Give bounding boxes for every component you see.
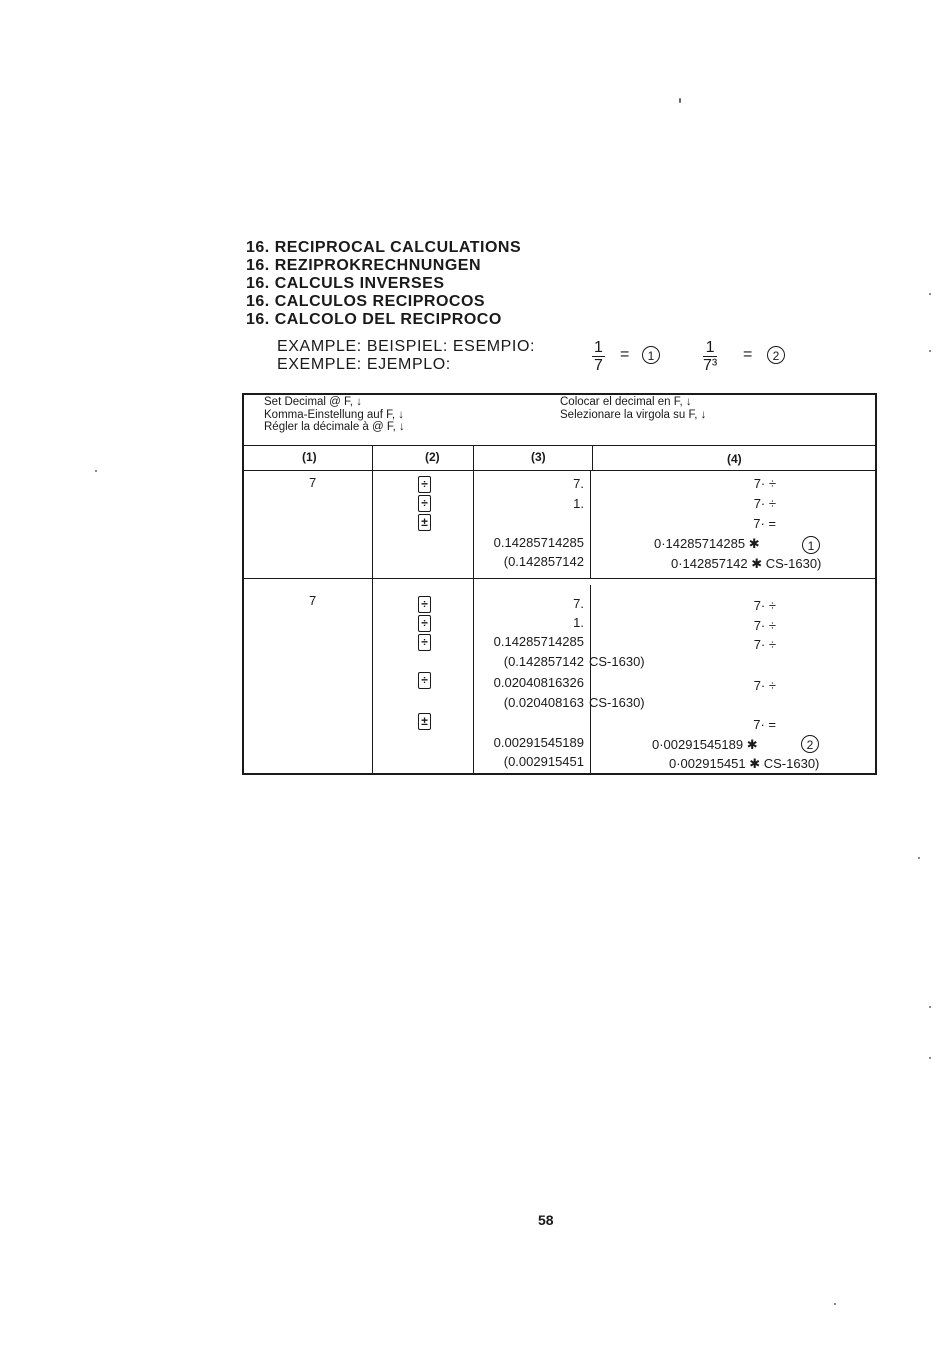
fraction-1-numerator: 1 bbox=[594, 339, 603, 356]
row2-display-3: 0.14285714285 bbox=[493, 634, 584, 649]
column-header-3: (3) bbox=[531, 450, 546, 464]
row2-print-3: 7· ÷ bbox=[753, 637, 776, 652]
rule-under-column-headers bbox=[244, 470, 875, 471]
calculation-table bbox=[242, 393, 877, 775]
setup-es: Colocar el decimal en F, ↓ bbox=[560, 396, 692, 408]
circled-number-2: 2 bbox=[767, 346, 785, 364]
row2-display-1: 7. bbox=[573, 596, 584, 611]
row2-display-7: 0.00291545189 bbox=[493, 735, 584, 750]
fraction-1-over-7-cubed bbox=[703, 340, 717, 375]
setup-de: Komma-Einstellung auf F, ↓ bbox=[264, 408, 404, 421]
divide-key-icon: ÷ bbox=[418, 634, 431, 651]
row2-display-8: (0.002915451 bbox=[503, 754, 584, 769]
circled-number-1: 1 bbox=[642, 346, 660, 364]
setup-fr: Régler la décimale à @ F, ↓ bbox=[264, 421, 405, 433]
row2-display-2: 1. bbox=[573, 615, 584, 630]
row1-input-value: 7 bbox=[309, 475, 317, 490]
rule-under-setup bbox=[244, 445, 875, 446]
setup-it: Selezionare la virgola su F, ↓ bbox=[560, 408, 707, 421]
row2-print-1: 7· ÷ bbox=[753, 598, 776, 613]
row1-display-2: 1. bbox=[573, 496, 584, 511]
row1-display-4: (0.142857142 bbox=[503, 554, 584, 569]
scan-speck bbox=[834, 1303, 836, 1305]
divide-key-icon: ÷ bbox=[418, 495, 431, 512]
row1-print-4: 0·14285714285 ✱ bbox=[654, 536, 760, 551]
row2-print-5: 7· = bbox=[753, 717, 776, 732]
column-header-1: (1) bbox=[302, 450, 317, 464]
fraction-1-denominator: 7 bbox=[594, 357, 603, 374]
row2-input-value: 7 bbox=[309, 593, 317, 608]
row1-print-1: 7· ÷ bbox=[753, 476, 776, 491]
fraction-2-numerator: 1 bbox=[703, 340, 717, 357]
equals-sign-1: = bbox=[620, 346, 630, 363]
scan-speck bbox=[929, 350, 931, 352]
column-divider-1 bbox=[372, 445, 373, 775]
row1-print-5: 0·142857142 ✱ CS-1630) bbox=[671, 556, 822, 571]
row2-display-5: 0.02040816326 bbox=[493, 675, 584, 690]
row1-display-3: 0.14285714285 bbox=[493, 535, 584, 550]
row2-print-7: 0·002915451 ✱ CS-1630) bbox=[669, 756, 820, 771]
equals-sign-2: = bbox=[743, 346, 753, 363]
example-label-2: EXEMPLE: EJEMPLO: bbox=[277, 356, 451, 373]
setup-en: Set Decimal @ F, ↓ bbox=[264, 396, 362, 408]
row2-display-6-suffix: CS-1630) bbox=[589, 695, 645, 710]
column-divider-3-row2 bbox=[590, 585, 591, 775]
divide-key-icon: ÷ bbox=[418, 476, 431, 493]
fraction-2-denominator: 7³ bbox=[703, 357, 718, 374]
row1-print-3: 7· = bbox=[753, 516, 776, 531]
row2-print-2: 7· ÷ bbox=[753, 618, 776, 633]
row2-display-4: (0.142857142 bbox=[503, 654, 584, 669]
scan-speck bbox=[95, 470, 97, 472]
row2-print-6: 0·00291545189 ✱ bbox=[652, 737, 758, 752]
page-number: 58 bbox=[538, 1212, 554, 1228]
scan-speck bbox=[929, 1006, 931, 1008]
heading-en: 16. RECIPROCAL CALCULATIONS bbox=[246, 239, 522, 256]
column-divider-3-row1 bbox=[590, 470, 591, 578]
divide-key-icon: ÷ bbox=[418, 615, 431, 632]
column-header-2: (2) bbox=[425, 450, 440, 464]
row2-display-6: (0.020408163 bbox=[503, 695, 584, 710]
setup-instructions-right bbox=[560, 396, 706, 421]
row1-display-1: 7. bbox=[573, 476, 584, 491]
scan-speck bbox=[929, 1057, 931, 1059]
heading-fr: 16. CALCULS INVERSES bbox=[246, 275, 445, 292]
heading-it: 16. CALCOLO DEL RECIPROCO bbox=[246, 311, 502, 328]
column-divider-3-header bbox=[592, 445, 593, 470]
scan-speck bbox=[918, 857, 920, 859]
scan-speck bbox=[929, 293, 931, 295]
plus-minus-key-icon: ± bbox=[418, 514, 431, 531]
row2-print-4: 7· ÷ bbox=[753, 678, 776, 693]
row1-print-2: 7· ÷ bbox=[753, 496, 776, 511]
scan-speck bbox=[679, 98, 681, 103]
row2-display-4-suffix: CS-1630) bbox=[589, 654, 645, 669]
circled-marker-2: 2 bbox=[801, 735, 819, 753]
section-headings bbox=[246, 239, 521, 329]
heading-de: 16. REZIPROKRECHNUNGEN bbox=[246, 257, 482, 274]
column-header-4: (4) bbox=[727, 452, 742, 466]
divide-key-icon: ÷ bbox=[418, 672, 431, 689]
fraction-1-over-7 bbox=[592, 340, 605, 375]
circled-marker-1: 1 bbox=[802, 536, 820, 554]
divide-key-icon: ÷ bbox=[418, 596, 431, 613]
plus-minus-key-icon: ± bbox=[418, 713, 431, 730]
example-label-1: EXAMPLE: BEISPIEL: ESEMPIO: bbox=[277, 338, 536, 355]
rule-between-rows bbox=[244, 578, 875, 579]
heading-es: 16. CALCULOS RECIPROCOS bbox=[246, 293, 486, 310]
setup-instructions-left bbox=[264, 396, 405, 434]
